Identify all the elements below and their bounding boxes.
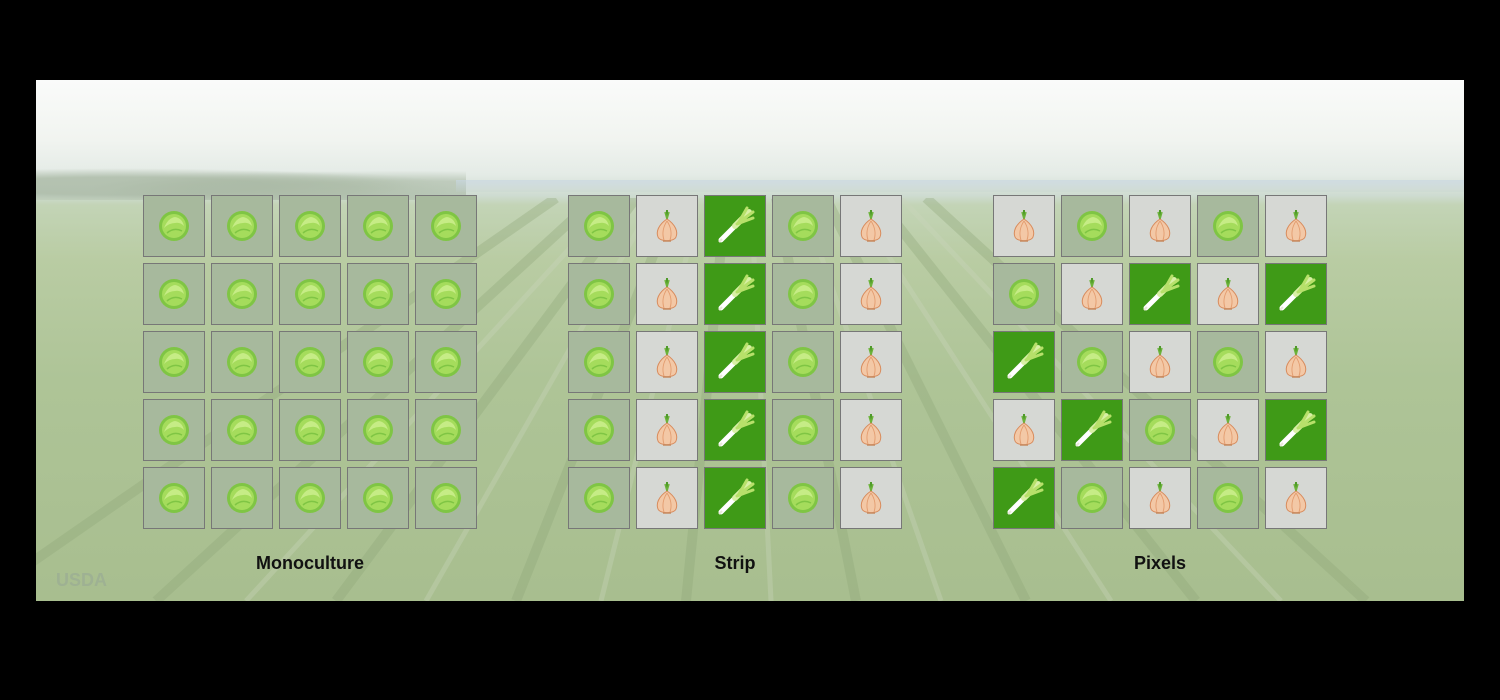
leek-tile <box>1129 263 1191 325</box>
lettuce-icon <box>358 274 398 314</box>
lettuce-icon <box>783 206 823 246</box>
lettuce-icon <box>579 274 619 314</box>
onion-icon <box>1276 342 1316 382</box>
onion-icon <box>851 342 891 382</box>
onion-icon <box>647 410 687 450</box>
horizon-water <box>456 180 1464 192</box>
lettuce-tile <box>568 195 630 257</box>
onion-icon <box>647 478 687 518</box>
lettuce-tile <box>415 331 477 393</box>
lettuce-tile <box>347 195 409 257</box>
lettuce-icon <box>290 274 330 314</box>
onion-tile <box>636 331 698 393</box>
usda-watermark: USDA <box>56 570 108 590</box>
onion-tile <box>1061 263 1123 325</box>
onion-tile <box>993 195 1055 257</box>
strip-label: Strip <box>714 553 756 573</box>
lettuce-icon <box>222 410 262 450</box>
leek-tile <box>993 331 1055 393</box>
lettuce-icon <box>154 274 194 314</box>
leek-icon <box>713 340 757 384</box>
lettuce-tile <box>1129 399 1191 461</box>
onion-icon <box>647 342 687 382</box>
lettuce-icon <box>783 274 823 314</box>
onion-icon <box>1276 206 1316 246</box>
onion-tile <box>1265 467 1327 529</box>
lettuce-tile <box>143 195 205 257</box>
onion-tile <box>840 467 902 529</box>
lettuce-tile <box>568 331 630 393</box>
lettuce-icon <box>290 478 330 518</box>
lettuce-icon <box>1208 206 1248 246</box>
lettuce-icon <box>579 342 619 382</box>
leek-tile <box>993 467 1055 529</box>
monoculture-label: Monoculture <box>256 553 364 573</box>
onion-tile <box>840 331 902 393</box>
lettuce-tile <box>347 467 409 529</box>
lettuce-icon <box>222 478 262 518</box>
lettuce-icon <box>154 342 194 382</box>
lettuce-icon <box>222 274 262 314</box>
lettuce-tile <box>279 331 341 393</box>
lettuce-tile <box>772 263 834 325</box>
leek-tile <box>1265 399 1327 461</box>
lettuce-tile <box>1197 195 1259 257</box>
lettuce-icon <box>1072 206 1112 246</box>
onion-tile <box>1197 399 1259 461</box>
lettuce-tile <box>279 195 341 257</box>
lettuce-tile <box>347 331 409 393</box>
lettuce-icon <box>290 206 330 246</box>
lettuce-tile <box>415 467 477 529</box>
lettuce-tile <box>279 263 341 325</box>
pixels-grid <box>993 195 1327 529</box>
leek-tile <box>704 195 766 257</box>
lettuce-icon <box>1004 274 1044 314</box>
onion-icon <box>1276 478 1316 518</box>
onion-tile <box>993 399 1055 461</box>
onion-tile <box>636 399 698 461</box>
onion-icon <box>647 274 687 314</box>
lettuce-tile <box>347 399 409 461</box>
lettuce-icon <box>426 410 466 450</box>
lettuce-icon <box>426 274 466 314</box>
monoculture-grid <box>143 195 477 529</box>
lettuce-tile <box>1061 331 1123 393</box>
lettuce-tile <box>143 263 205 325</box>
lettuce-icon <box>154 206 194 246</box>
onion-icon <box>1140 342 1180 382</box>
leek-icon <box>1274 272 1318 316</box>
lettuce-tile <box>568 467 630 529</box>
onion-icon <box>647 206 687 246</box>
lettuce-tile <box>568 263 630 325</box>
field-background <box>36 80 1464 601</box>
onion-tile <box>1129 331 1191 393</box>
lettuce-tile <box>279 399 341 461</box>
onion-tile <box>840 399 902 461</box>
leek-icon <box>713 476 757 520</box>
onion-icon <box>1208 274 1248 314</box>
leek-icon <box>1002 340 1046 384</box>
leek-icon <box>1274 408 1318 452</box>
lettuce-icon <box>426 342 466 382</box>
lettuce-icon <box>1140 410 1180 450</box>
lettuce-tile <box>772 399 834 461</box>
lettuce-tile <box>568 399 630 461</box>
lettuce-icon <box>1072 342 1112 382</box>
onion-icon <box>851 274 891 314</box>
leek-tile <box>704 399 766 461</box>
leek-icon <box>713 272 757 316</box>
lettuce-icon <box>358 342 398 382</box>
onion-tile <box>1129 195 1191 257</box>
onion-tile <box>840 263 902 325</box>
lettuce-icon <box>290 410 330 450</box>
lettuce-icon <box>1072 478 1112 518</box>
lettuce-tile <box>772 331 834 393</box>
onion-icon <box>851 478 891 518</box>
onion-icon <box>1208 410 1248 450</box>
lettuce-tile <box>143 467 205 529</box>
strip-grid <box>568 195 902 529</box>
onion-tile <box>636 195 698 257</box>
lettuce-tile <box>211 263 273 325</box>
lettuce-icon <box>579 206 619 246</box>
lettuce-tile <box>993 263 1055 325</box>
leek-tile <box>1061 399 1123 461</box>
leek-icon <box>713 204 757 248</box>
leek-tile <box>704 467 766 529</box>
lettuce-tile <box>211 467 273 529</box>
lettuce-icon <box>1208 478 1248 518</box>
lettuce-icon <box>222 206 262 246</box>
lettuce-icon <box>426 206 466 246</box>
lettuce-icon <box>154 410 194 450</box>
leek-tile <box>704 331 766 393</box>
onion-icon <box>851 410 891 450</box>
onion-icon <box>1004 206 1044 246</box>
leek-icon <box>1002 476 1046 520</box>
onion-tile <box>1197 263 1259 325</box>
onion-tile <box>636 263 698 325</box>
onion-tile <box>840 195 902 257</box>
lettuce-tile <box>1061 195 1123 257</box>
onion-icon <box>851 206 891 246</box>
lettuce-icon <box>579 410 619 450</box>
lettuce-icon <box>783 410 823 450</box>
lettuce-icon <box>1208 342 1248 382</box>
leek-icon <box>1070 408 1114 452</box>
onion-tile <box>1265 331 1327 393</box>
leek-tile <box>1265 263 1327 325</box>
lettuce-tile <box>143 399 205 461</box>
lettuce-tile <box>347 263 409 325</box>
lettuce-icon <box>358 410 398 450</box>
lettuce-icon <box>426 478 466 518</box>
lettuce-icon <box>783 342 823 382</box>
lettuce-icon <box>222 342 262 382</box>
onion-tile <box>1265 195 1327 257</box>
leek-tile <box>704 263 766 325</box>
onion-tile <box>636 467 698 529</box>
lettuce-tile <box>211 399 273 461</box>
lettuce-icon <box>358 478 398 518</box>
onion-icon <box>1140 478 1180 518</box>
pixels-label: Pixels <box>1133 553 1187 573</box>
leek-icon <box>1138 272 1182 316</box>
lettuce-tile <box>1061 467 1123 529</box>
onion-icon <box>1004 410 1044 450</box>
lettuce-tile <box>1197 331 1259 393</box>
lettuce-tile <box>772 195 834 257</box>
lettuce-icon <box>290 342 330 382</box>
lettuce-tile <box>211 195 273 257</box>
lettuce-icon <box>358 206 398 246</box>
lettuce-tile <box>415 399 477 461</box>
lettuce-tile <box>772 467 834 529</box>
lettuce-tile <box>1197 467 1259 529</box>
lettuce-tile <box>211 331 273 393</box>
leek-icon <box>713 408 757 452</box>
lettuce-tile <box>415 195 477 257</box>
lettuce-tile <box>279 467 341 529</box>
onion-icon <box>1140 206 1180 246</box>
lettuce-icon <box>783 478 823 518</box>
onion-tile <box>1129 467 1191 529</box>
lettuce-icon <box>579 478 619 518</box>
onion-icon <box>1072 274 1112 314</box>
lettuce-tile <box>415 263 477 325</box>
lettuce-icon <box>154 478 194 518</box>
lettuce-tile <box>143 331 205 393</box>
